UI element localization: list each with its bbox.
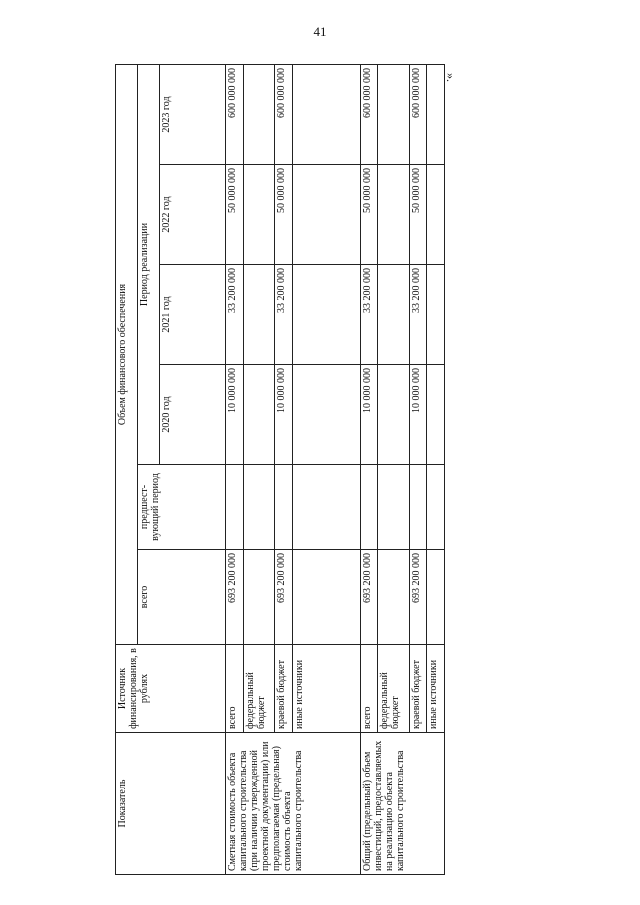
year-2020-cell [378, 365, 409, 465]
year-2023-cell: 600 000 000 [275, 65, 293, 165]
source-cell: всего [226, 645, 244, 733]
table-row [226, 65, 244, 875]
total-cell [292, 550, 360, 645]
year-2022-cell: 50 000 000 [409, 165, 427, 265]
header-year-2020: 2020 год [160, 365, 226, 465]
previous-cell [409, 465, 427, 550]
total-cell [243, 550, 274, 645]
total-cell [378, 550, 409, 645]
year-2020-cell: 10 000 000 [226, 365, 244, 465]
closing-quote: ». [444, 73, 458, 82]
header-previous-period: предшест-вующий период [138, 465, 226, 550]
previous-cell [360, 465, 378, 550]
year-2021-cell: 33 200 000 [409, 265, 427, 365]
header-source: Источник финансирования, в рублях [116, 645, 226, 733]
total-cell: 693 200 000 [360, 550, 378, 645]
year-2023-cell: 600 000 000 [226, 65, 244, 165]
previous-cell [427, 465, 445, 550]
total-cell: 693 200 000 [409, 550, 427, 645]
source-cell: всего [360, 645, 378, 733]
year-2023-cell [292, 65, 360, 165]
total-cell [427, 550, 445, 645]
page-number: 41 [313, 24, 327, 39]
header-year-2023: 2023 год [160, 65, 226, 165]
year-2022-cell: 50 000 000 [360, 165, 378, 265]
year-2020-cell [292, 365, 360, 465]
previous-cell [226, 465, 244, 550]
indicator-cell: Общий (предельный) объем инвестиций, предоставляемых на реализацию объекта капитального строительства [360, 733, 444, 875]
table-row [360, 65, 378, 875]
previous-cell [243, 465, 274, 550]
year-2020-cell [427, 365, 445, 465]
year-2021-cell [243, 265, 274, 365]
rotated-table-area [115, 65, 445, 875]
year-2021-cell [378, 265, 409, 365]
year-2021-cell [427, 265, 445, 365]
rotated-table-container [115, 65, 445, 875]
source-cell: иные источники [292, 645, 360, 733]
year-2023-cell: 600 000 000 [409, 65, 427, 165]
header-year-2022: 2022 год [160, 165, 226, 265]
total-cell: 693 200 000 [226, 550, 244, 645]
year-2022-cell [427, 165, 445, 265]
source-cell: краевой бюджет [409, 645, 427, 733]
year-2022-cell [292, 165, 360, 265]
financing-table [115, 64, 445, 875]
year-2022-cell [243, 165, 274, 265]
year-2022-cell: 50 000 000 [226, 165, 244, 265]
total-cell: 693 200 000 [275, 550, 293, 645]
year-2022-cell [378, 165, 409, 265]
year-2020-cell: 10 000 000 [275, 365, 293, 465]
source-cell: краевой бюджет [275, 645, 293, 733]
header-financing-volume: Объем финансового обеспечения [116, 65, 138, 645]
source-cell: федеральный бюджет [243, 645, 274, 733]
year-2020-cell: 10 000 000 [409, 365, 427, 465]
year-2021-cell [292, 265, 360, 365]
year-2023-cell [378, 65, 409, 165]
header-year-2021: 2021 год [160, 265, 226, 365]
header-indicator: Показатель [116, 733, 226, 875]
previous-cell [292, 465, 360, 550]
year-2020-cell [243, 365, 274, 465]
header-implementation-period: Период реализации [138, 65, 160, 465]
year-2023-cell: 600 000 000 [360, 65, 378, 165]
year-2022-cell: 50 000 000 [275, 165, 293, 265]
source-cell: иные источники [427, 645, 445, 733]
year-2021-cell: 33 200 000 [360, 265, 378, 365]
year-2021-cell: 33 200 000 [226, 265, 244, 365]
source-cell: федеральный бюджет [378, 645, 409, 733]
year-2023-cell [427, 65, 445, 165]
header-total: всего [138, 550, 226, 645]
previous-cell [275, 465, 293, 550]
year-2023-cell [243, 65, 274, 165]
indicator-cell: Сметная стоимость объекта капитального строительства (при наличии утвержденной проектной документации) или предполагаемая (предельная) стоимость объекта капитального строительства [226, 733, 361, 875]
previous-cell [378, 465, 409, 550]
year-2021-cell: 33 200 000 [275, 265, 293, 365]
year-2020-cell: 10 000 000 [360, 365, 378, 465]
